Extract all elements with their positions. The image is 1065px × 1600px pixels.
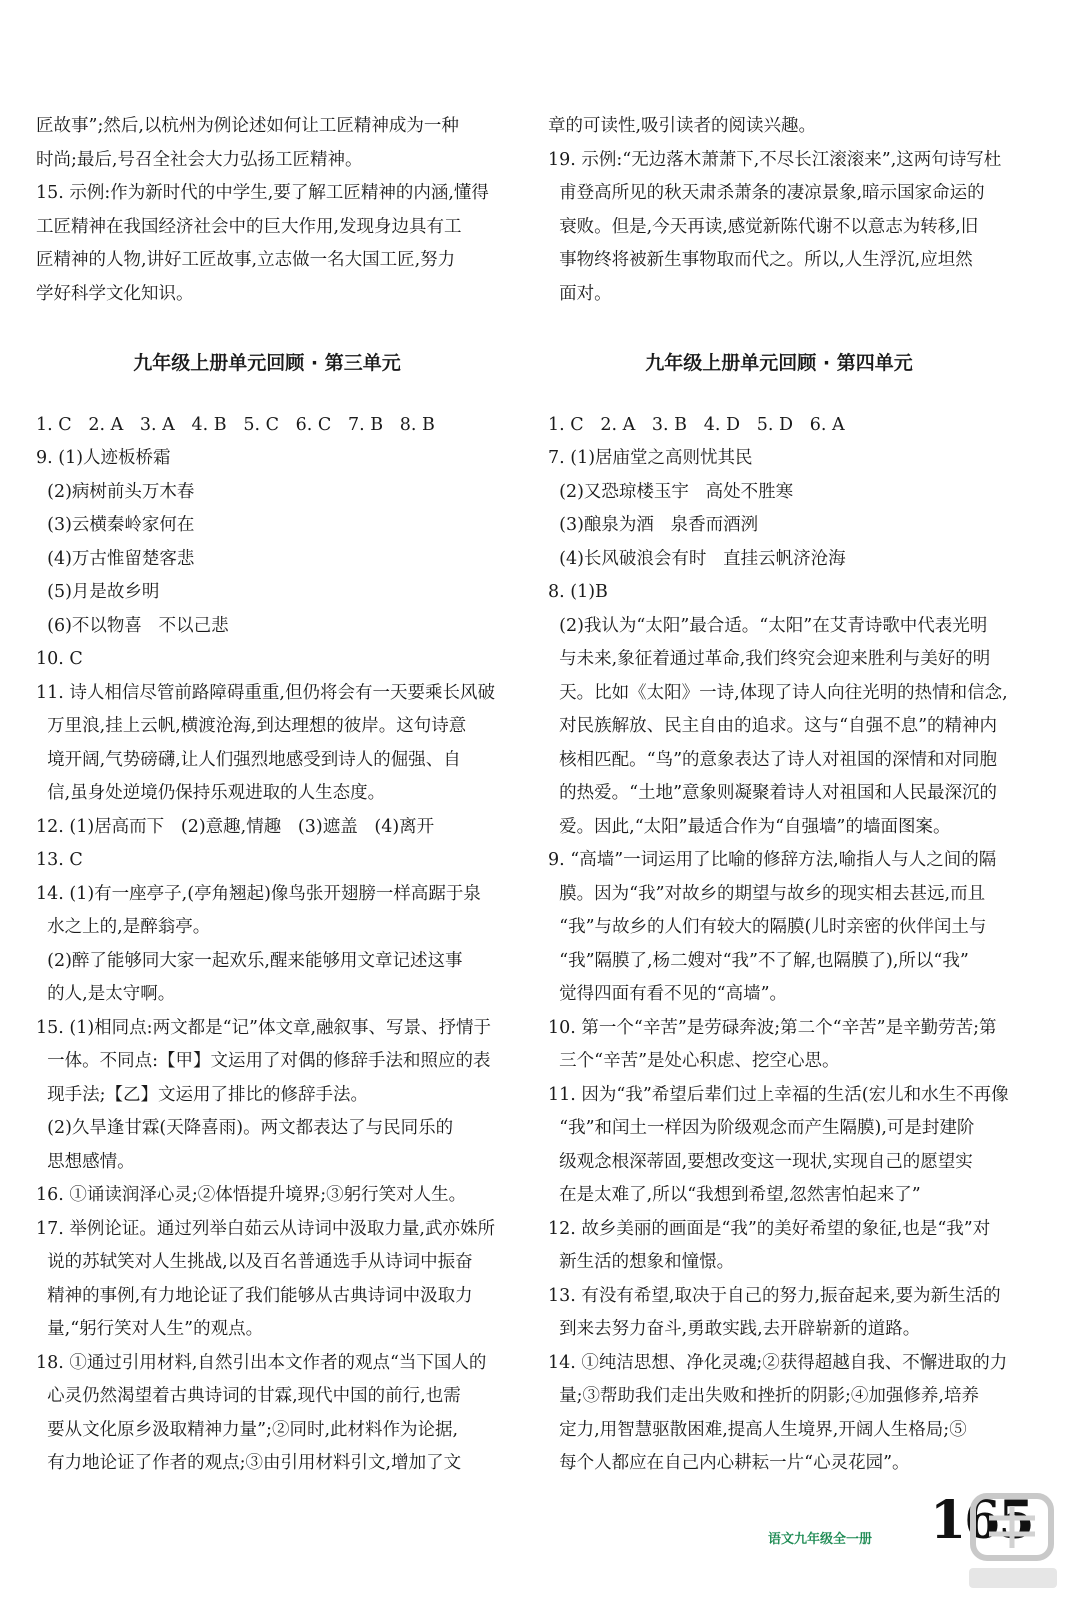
- answer-line: 对民族解放、民主自由的追求。这与“自强不息”的精神内: [548, 716, 998, 736]
- section-title-unit-3: 九年级上册单元回顾 · 第三单元: [133, 352, 401, 374]
- answer-line: 境开阔,气势磅礴,让人们强烈地感受到诗人的倔强、自: [36, 749, 461, 770]
- answer-line: 14. ①纯洁思想、净化灵魂;②获得超越自我、不懈进取的力: [548, 1352, 1008, 1373]
- answer-line: 要从文化原乡汲取精神力量”;②同时,此材料作为论据,: [36, 1419, 459, 1440]
- answer-line: 每个人都应在自己内心耕耘一片“心灵花园”。: [548, 1453, 910, 1473]
- text-line: 面对。: [548, 283, 612, 304]
- answer-line: 信,虽身处逆境仍保持乐观进取的人生态度。: [36, 783, 386, 803]
- answer-line: 15. (1)相同点:两文都是“记”体文章,融叙事、写景、抒情于: [36, 1017, 492, 1038]
- answer-line: 11. 因为“我”希望后辈们过上幸福的生活(宏儿和水生不再像: [548, 1084, 1009, 1105]
- watermark-logo-icon: [965, 1488, 1060, 1596]
- answer-line: 17. 举例论证。通过列举白茹云从诗词中汲取力量,武亦姝所: [36, 1218, 495, 1239]
- answer-line: “我”隔膜了,杨二嫂对“我”不了解,也隔膜了),所以“我”: [548, 950, 969, 971]
- answer-line: (2)又恐琼楼玉宇 高处不胜寒: [548, 481, 794, 502]
- answer-line: 1. C 2. A 3. B 4. D 5. D 6. A: [548, 414, 845, 435]
- left-column: [36, 110, 498, 1481]
- answer-line: 12. (1)居高而下 (2)意趣,情趣 (3)遮盖 (4)离开: [36, 816, 435, 837]
- answer-line: (3)云横秦岭家何在: [36, 515, 195, 535]
- text-line: 15. 示例:作为新时代的中学生,要了解工匠精神的内涵,懂得: [36, 183, 489, 203]
- answer-line: 的热爱。“土地”意象则凝聚着诗人对祖国和人民最深沉的: [548, 783, 998, 803]
- answer-line: “我”和闰土一样因为阶级观念而产生隔膜),可是封建阶: [548, 1118, 975, 1138]
- answer-line: 1. C 2. A 3. A 4. B 5. C 6. C 7. B 8. B: [36, 414, 435, 435]
- text-line: 学好科学文化知识。: [36, 283, 194, 304]
- answer-line: 7. (1)居庙堂之高则忧其民: [548, 448, 753, 468]
- text-line: 匠故事”;然后,以杭州为例论述如何让工匠精神成为一种: [36, 116, 459, 136]
- text-line: 事物终将被新生事物取而代之。所以,人生浮沉,应坦然: [548, 250, 973, 270]
- answer-line: 16. ①诵读润泽心灵;②体悟提升境界;③躬行笑对人生。: [36, 1185, 467, 1205]
- left-answers: [36, 409, 498, 1481]
- answer-line: 与未来,象征着通过革命,我们终究会迎来胜利与美好的明: [548, 649, 991, 669]
- answer-line: (6)不以物喜 不以己悲: [36, 615, 229, 636]
- text-line: 19. 示例:“无边落木萧萧下,不尽长江滚滚来”,这两句诗写杜: [548, 149, 1002, 170]
- left-intro: [36, 110, 498, 311]
- answer-line: 现手法;【乙】文运用了排比的修辞手法。: [36, 1084, 369, 1105]
- answer-line: (2)久旱逢甘霖(天降喜雨)。两文都表达了与民同乐的: [36, 1118, 454, 1138]
- answer-line: 量;③帮助我们走出失败和挫折的阴影;④加强修养,培养: [548, 1386, 979, 1406]
- answer-line: 级观念根深蒂固,要想改变这一现状,实现自己的愿望实: [548, 1151, 973, 1172]
- answer-line: (3)酿泉为酒 泉香而酒洌: [548, 515, 759, 535]
- answer-line: “我”与故乡的人们有较大的隔膜(儿时亲密的伙伴闰土与: [548, 917, 987, 937]
- book-title-footer: 语文九年级全一册: [768, 1532, 873, 1547]
- answer-line: 核相匹配。“鸟”的意象表达了诗人对祖国的深情和对同胞: [548, 749, 998, 770]
- answer-line: 天。比如《太阳》一诗,体现了诗人向往光明的热情和信念,: [548, 682, 1008, 703]
- answer-line: 12. 故乡美丽的画面是“我”的美好希望的象征,也是“我”对: [548, 1218, 991, 1239]
- answer-line: 到来去努力奋斗,勇敢实践,去开辟崭新的道路。: [548, 1319, 921, 1339]
- answer-line: 的人,是太守啊。: [36, 984, 176, 1004]
- answer-line: 三个“辛苦”是处心积虑、挖空心思。: [548, 1051, 840, 1071]
- text-line: 时尚;最后,号召全社会大力弘扬工匠精神。: [36, 149, 363, 170]
- text-line: 工匠精神在我国经济社会中的巨大作用,发现身边具有工: [36, 216, 462, 237]
- text-line: 匠精神的人物,讲好工匠故事,立志做一名大国工匠,努力: [36, 250, 456, 270]
- right-intro: [548, 110, 1010, 311]
- answer-line: 水之上的,是醉翁亭。: [36, 917, 211, 937]
- answer-line: (4)长风破浪会有时 直挂云帆济沧海: [548, 548, 846, 569]
- answer-line: 说的苏轼笑对人生挑战,以及百名普通选手从诗词中振奋: [36, 1252, 473, 1272]
- answer-line: (2)病树前头万木春: [36, 481, 195, 502]
- answer-line: 思想感情。: [36, 1151, 135, 1172]
- answer-line: 心灵仍然渴望着古典诗词的甘霖,现代中国的前行,也需: [36, 1386, 461, 1406]
- answer-line: 新生活的想象和憧憬。: [548, 1252, 735, 1272]
- answer-line: 爱。因此,“太阳”最适合作为“自强墙”的墙面图案。: [548, 816, 951, 837]
- answer-line: 11. 诗人相信尽管前路障碍重重,但仍将会有一天要乘长风破: [36, 682, 495, 703]
- answer-line: 13. 有没有希望,取决于自己的努力,振奋起来,要为新生活的: [548, 1285, 1001, 1306]
- right-answers: [548, 409, 1010, 1481]
- answer-line: 膜。因为“我”对故乡的期望与故乡的现实相去甚远,而且: [548, 883, 986, 904]
- answer-line: (2)醉了能够同大家一起欢乐,醒来能够用文章记述这事: [36, 950, 463, 971]
- answer-line: 18. ①通过引用材料,自然引出本文作者的观点“当下国人的: [36, 1352, 487, 1373]
- answer-line: 9. “高墙”一词运用了比喻的修辞方法,喻指人与人之间的隔: [548, 850, 997, 870]
- text-line: 衰败。但是,今天再读,感觉新陈代谢不以意志为转移,旧: [548, 216, 979, 237]
- answer-line: 有力地论证了作者的观点;③由引用材料引文,增加了文: [36, 1453, 462, 1473]
- answer-line: 14. (1)有一座亭子,(亭角翘起)像鸟张开翅膀一样高踞于泉: [36, 883, 481, 904]
- answer-line: 13. C: [36, 850, 83, 870]
- answer-line: 9. (1)人迹板桥霜: [36, 448, 171, 468]
- answer-line: 精神的事例,有力地论证了我们能够从古典诗词中汲取力: [36, 1285, 473, 1306]
- section-title-unit-4: 九年级上册单元回顾 · 第四单元: [645, 352, 913, 374]
- text-line: 甫登高所见的秋天肃杀萧条的凄凉景象,暗示国家命运的: [548, 183, 985, 203]
- answer-line: 觉得四面有看不见的“高墙”。: [548, 984, 788, 1004]
- answer-line: 8. (1)B: [548, 582, 608, 602]
- answer-line: (5)月是故乡明: [36, 582, 160, 602]
- answer-line: 量,“躬行笑对人生”的观点。: [36, 1319, 264, 1339]
- answer-line: 在是太难了,所以“我想到希望,忽然害怕起来了”: [548, 1185, 921, 1205]
- page-number: 165: [930, 1490, 1033, 1551]
- right-column: [548, 110, 1010, 1481]
- answer-line: 定力,用智慧驱散困难,提高人生境界,开阔人生格局;⑤: [548, 1419, 967, 1440]
- answer-line: (4)万古惟留楚客悲: [36, 548, 195, 569]
- text-line: 章的可读性,吸引读者的阅读兴趣。: [548, 116, 817, 136]
- answer-line: 10. C: [36, 649, 83, 669]
- answer-line: 一体。不同点:【甲】文运用了对偶的修辞手法和照应的表: [36, 1051, 491, 1071]
- answer-line: 万里浪,挂上云帆,横渡沧海,到达理想的彼岸。这句诗意: [36, 716, 467, 736]
- answer-line: 10. 第一个“辛苦”是劳碌奔波;第二个“辛苦”是辛勤劳苦;第: [548, 1017, 997, 1038]
- answer-line: (2)我认为“太阳”最合适。“太阳”在艾青诗歌中代表光明: [548, 615, 988, 636]
